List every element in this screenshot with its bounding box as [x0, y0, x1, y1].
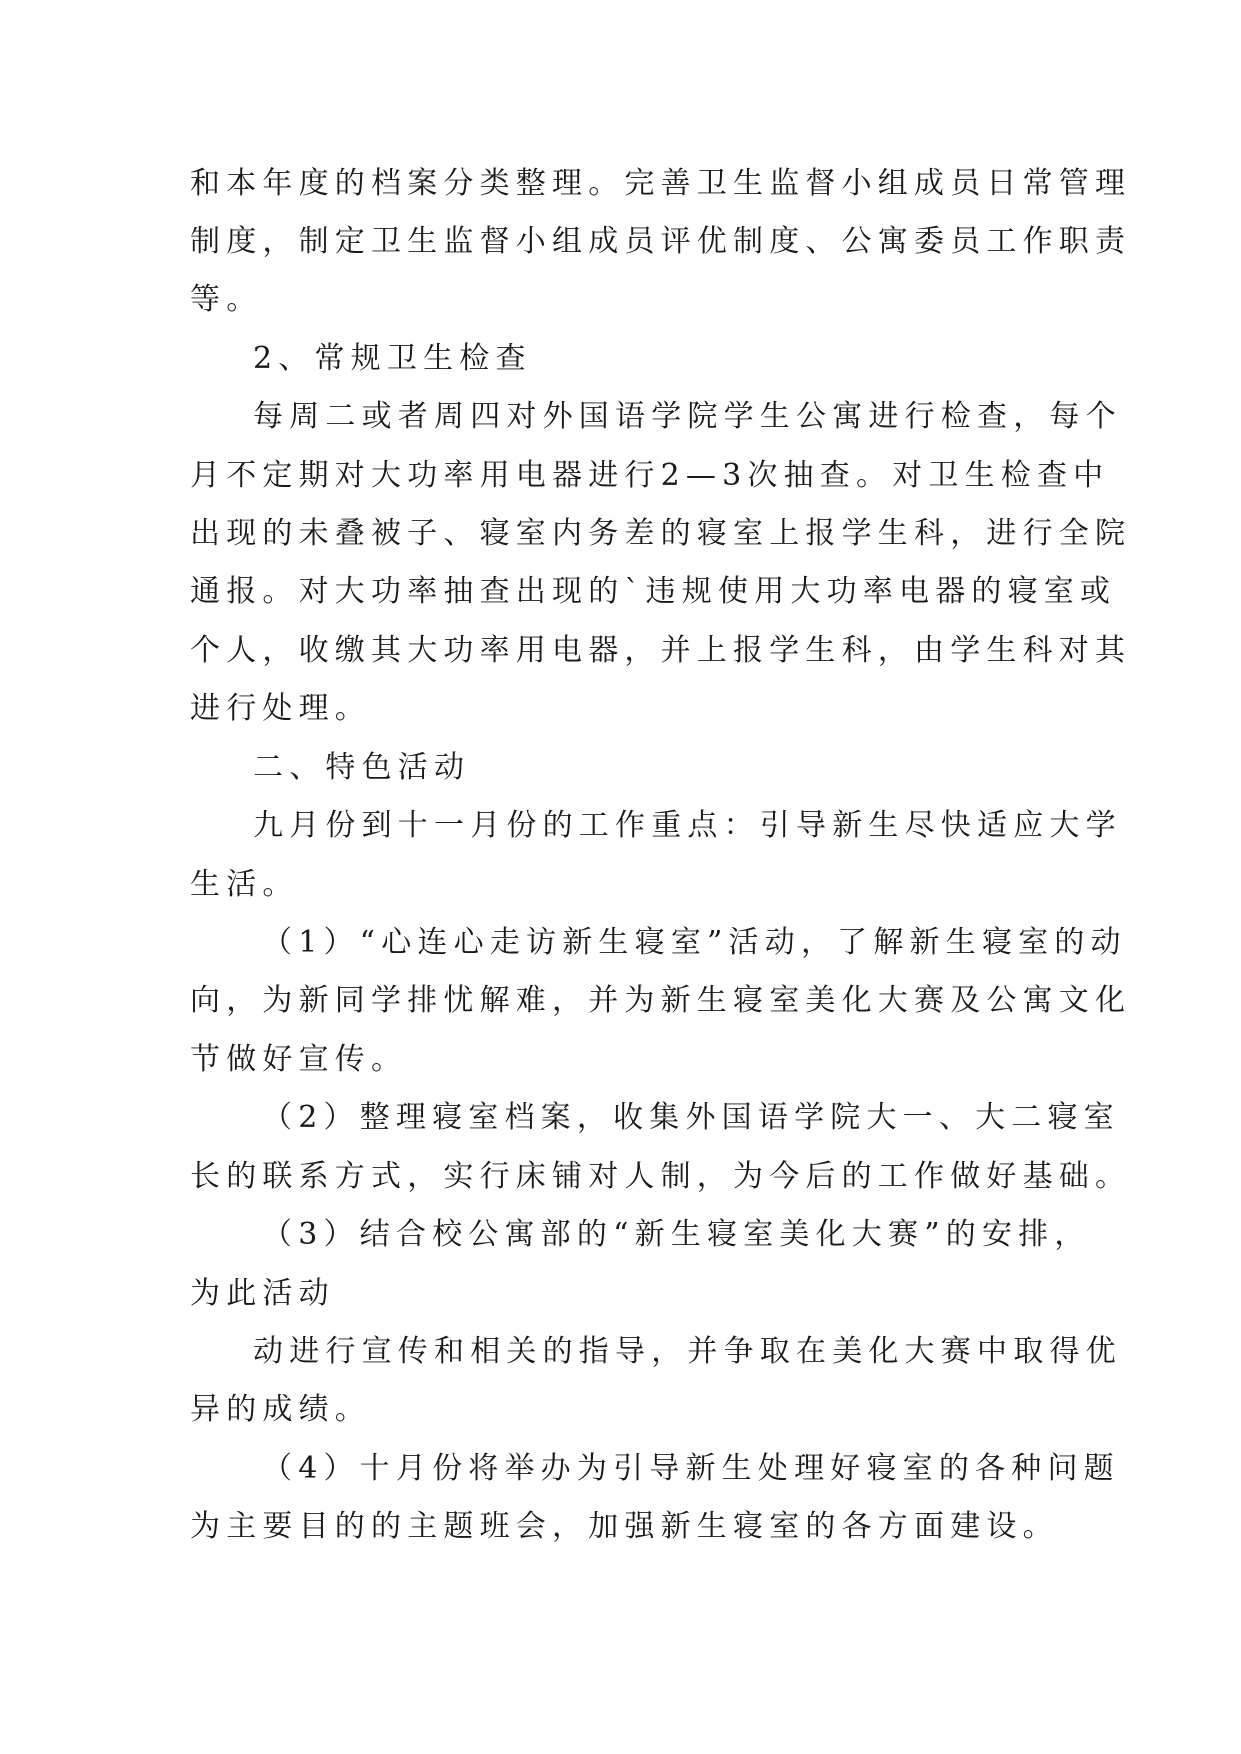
- paragraph-line: 个人，收缴其大功率用电器，并上报学生科，由学生科对其: [190, 633, 1132, 668]
- paragraph-line: 异的成绩。: [190, 1392, 371, 1427]
- paragraph-line: 为主要目的的主题班会，加强新生寝室的各方面建设。: [190, 1509, 1059, 1544]
- list-item-line: （4）十月份将举办为引导新生处理好寝室的各种问题: [262, 1451, 1120, 1486]
- paragraph-line: 通报。对大功率抽查出现的`违规使用大功率电器的寝室或: [190, 574, 1117, 609]
- paragraph-line: 进行处理。: [190, 691, 371, 726]
- list-item-line: （3）结合校公寓部的“新生寝室美化大赛”的安排，: [262, 1217, 1091, 1252]
- paragraph-line: 生活。: [190, 867, 299, 902]
- list-item-line: （1）“心连心走访新生寝室”活动，了解新生寝室的动: [262, 925, 1127, 960]
- paragraph-line: 动进行宣传和相关的指导，并争取在美化大赛中取得优: [253, 1334, 1122, 1369]
- section-heading: 二、特色活动: [253, 750, 471, 785]
- paragraph-line: 节做好宣传。: [190, 1042, 408, 1077]
- paragraph-line: 长的联系方式，实行床铺对人制，为今后的工作做好基础。: [190, 1159, 1132, 1194]
- paragraph-line: 和本年度的档案分类整理。完善卫生监督小组成员日常管理: [190, 166, 1132, 201]
- list-item-line: （2）整理寝室档案，收集外国语学院大一、大二寝室: [262, 1100, 1120, 1135]
- section-heading: 2、常规卫生检查: [253, 341, 532, 376]
- paragraph-line: 出现的未叠被子、寝室内务差的寝室上报学生科，进行全院: [190, 516, 1132, 551]
- paragraph-line: 每周二或者周四对外国语学院学生公寓进行检查，每个: [253, 399, 1122, 434]
- paragraph-line: 为此活动: [190, 1276, 335, 1311]
- paragraph-line: 向，为新同学排忧解难，并为新生寝室美化大赛及公寓文化: [190, 983, 1132, 1018]
- paragraph-line: 制度，制定卫生监督小组成员评优制度、公寓委员工作职责: [190, 224, 1132, 259]
- paragraph-line: 九月份到十一月份的工作重点：引导新生尽快适应大学: [253, 808, 1122, 843]
- paragraph-line: 等。: [190, 282, 263, 317]
- paragraph-line: 月不定期对大功率用电器进行2—3次抽查。对卫生检查中: [190, 458, 1110, 493]
